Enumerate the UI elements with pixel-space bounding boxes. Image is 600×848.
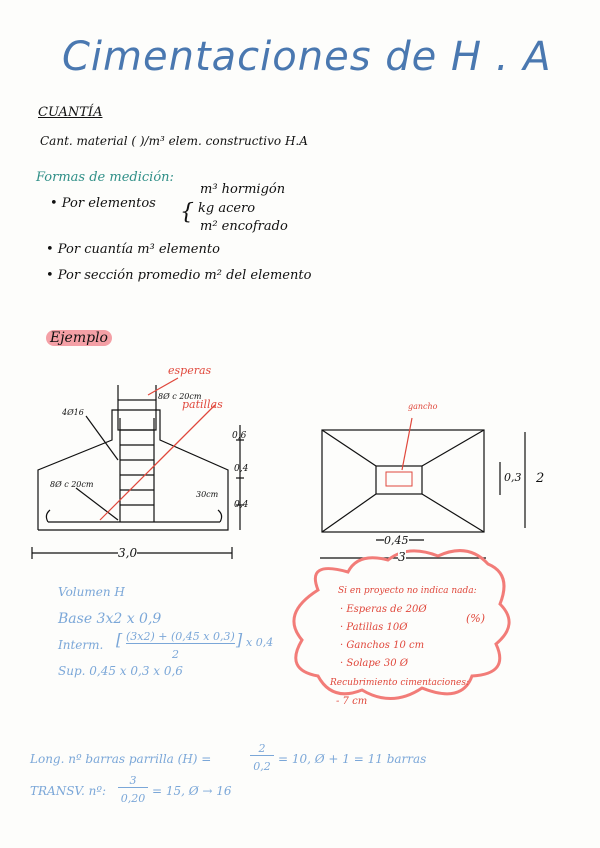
por-elementos: • Por elementos [50, 196, 156, 211]
ejemplo-label: Ejemplo [46, 330, 112, 346]
cuantia-heading: CUANTÍA [38, 105, 103, 120]
note-line-1: Si en proyecto no indica nada: [338, 586, 477, 596]
note-line-3: · Patillas 10Ø [340, 622, 408, 633]
footer-transv-b: = 15, Ø → 16 [152, 784, 232, 798]
dim-3: 3 [398, 550, 406, 564]
bracket-close-icon: ] [236, 630, 243, 649]
label-patillas: patillas [182, 398, 223, 411]
dim-04: 0,4 [234, 464, 249, 474]
brace-icon: { [180, 200, 194, 225]
volumen-heading: Volumen H [58, 585, 125, 599]
page-title: Cimentaciones de H . A [62, 34, 552, 80]
footer-frac2-den: 0,20 [120, 792, 146, 805]
label-bar3: 8Ø c 20cm [50, 480, 94, 489]
gancho-mark [386, 472, 412, 486]
volumen-base: Base 3x2 x 0,9 [58, 611, 162, 627]
dim-width: 3,0 [118, 546, 138, 560]
note-line-5: · Solape 30 Ø [340, 658, 408, 669]
note-line-2: · Esperas de 20Ø [340, 604, 427, 615]
forma-item-2: kg acero [198, 201, 256, 216]
dim-045: 0,45 [384, 534, 409, 547]
por-seccion: • Por sección promedio m² del elemento [46, 268, 312, 283]
volumen-interm-tail: x 0,4 [246, 636, 274, 649]
cuantia-definition: Cant. material ( )/m³ elem. constructivo H.A [40, 134, 308, 148]
volumen-interm-den: 2 [172, 648, 179, 661]
dim-03: 0,3 [504, 471, 522, 484]
label-radius: 30cm [196, 490, 219, 499]
note-pct: (%) [466, 612, 486, 625]
footer-long-b: = 10, Ø + 1 = 11 barras [278, 752, 427, 766]
label-bar1: 8Ø c 20cm [158, 392, 202, 401]
dim-04b: 0,4 [234, 500, 249, 510]
label-gancho: gancho [408, 402, 438, 411]
note-line-7: - 7 cm [336, 696, 368, 707]
dim-06: 0,6 [232, 431, 247, 441]
note-line-4: · Ganchos 10 cm [340, 640, 425, 651]
gancho-leader [402, 418, 412, 470]
forma-item-1: m³ hormigón [200, 182, 286, 197]
note-line-6: Recubrimiento cimentaciones: [330, 678, 469, 688]
volumen-interm-label: Interm. [58, 638, 104, 652]
footer-long-a: Long. nº barras parrilla (H) = [30, 752, 212, 766]
label-bars2: 4Ø16 [62, 408, 84, 417]
volumen-sup: Sup. 0,45 x 0,3 x 0,6 [58, 664, 183, 678]
footer-frac1-num: 2 [250, 742, 274, 756]
dim-2: 2 [536, 471, 545, 486]
formas-heading: Formas de medición: [36, 170, 174, 185]
por-cuantia: • Por cuantía m³ elemento [46, 242, 220, 257]
bracket-open-icon: [ [116, 630, 123, 649]
volumen-interm-num: (3x2) + (0,45 x 0,3) [126, 630, 235, 643]
footer-transv-a: TRANSV. nº: [30, 784, 107, 798]
label-esperas: esperas [168, 364, 212, 377]
footing-plan-drawing [320, 430, 525, 558]
footer-frac2-num: 3 [118, 774, 148, 788]
forma-item-3: m² encofrado [200, 219, 288, 234]
footer-frac1-den: 0,2 [253, 760, 271, 773]
